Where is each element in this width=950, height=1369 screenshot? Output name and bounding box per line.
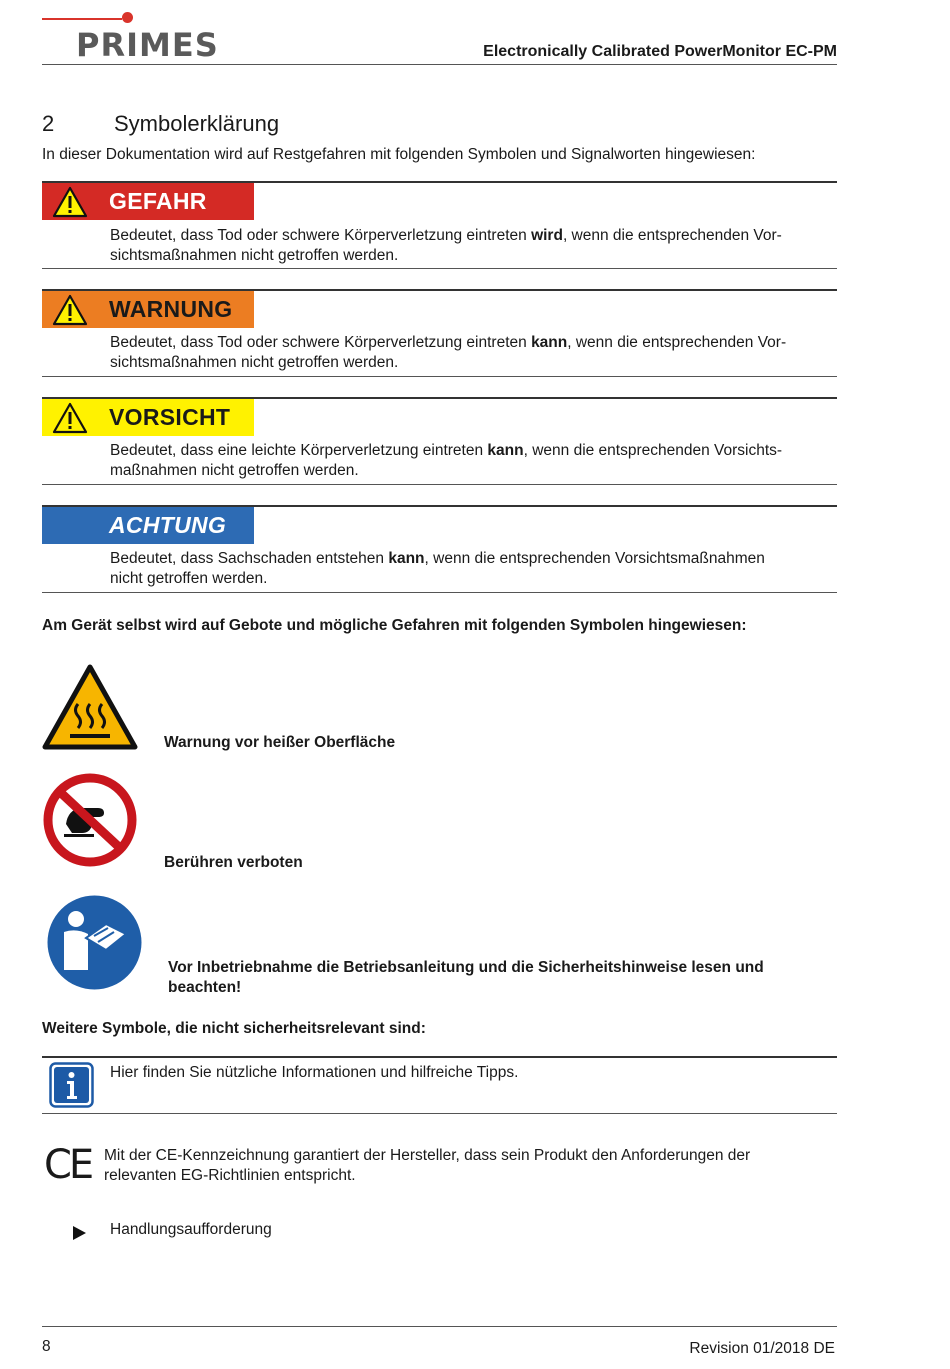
- desc-text: Bedeutet, dass Tod oder schwere Körperverletzung eintreten: [110, 227, 532, 244]
- block-divider: [42, 268, 837, 269]
- info-icon: [49, 1062, 94, 1108]
- warning-triangle-icon: [52, 294, 88, 326]
- desc-text: sichtsmaßnahmen nicht getroffen werden.: [110, 354, 399, 371]
- signal-description: [110, 226, 835, 266]
- desc-text: Bedeutet, dass Tod oder schwere Körperverletzung eintreten: [110, 334, 532, 351]
- read-manual-icon: [46, 894, 143, 991]
- signal-label-notice: [42, 507, 254, 544]
- signal-word: GEFAHR: [109, 188, 207, 214]
- signal-description: [110, 333, 835, 373]
- revision-label: Revision 01/2018 DE: [689, 1340, 835, 1357]
- desc-text: Bedeutet, dass eine leichte Körperverletzung eintreten: [110, 442, 488, 459]
- warning-triangle-icon: [52, 186, 88, 218]
- desc-text: nicht getroffen werden.: [110, 570, 268, 587]
- section-intro: In dieser Dokumentation wird auf Restgefahren mit folgenden Symbolen und Signalworten hingewiesen:: [42, 146, 756, 163]
- desc-text: , wenn die entsprechenden Vor-: [567, 334, 787, 351]
- desc-text: sichtsmaßnahmen nicht getroffen werden.: [110, 247, 399, 264]
- signal-description: [110, 549, 835, 589]
- block-divider: [42, 592, 837, 593]
- desc-text: maßnahmen nicht getroffen werden.: [110, 462, 359, 479]
- action-note: Handlungsaufforderung: [110, 1221, 272, 1238]
- ce-note-line: relevanten EG-Richtlinien entspricht.: [104, 1167, 356, 1184]
- document-title: Electronically Calibrated PowerMonitor EC-PM: [483, 43, 837, 60]
- no-touching-icon: [42, 772, 138, 868]
- ce-mark-icon: CE: [44, 1142, 92, 1188]
- device-symbols-heading: Am Gerät selbst wird auf Gebote und mögliche Gefahren mit folgenden Symbolen hingewiesen:: [42, 617, 747, 634]
- warning-triangle-icon: [52, 402, 88, 434]
- ce-note: [104, 1146, 824, 1186]
- signal-label-caution: [42, 399, 254, 436]
- signal-word: VORSICHT: [109, 404, 231, 430]
- desc-text: Bedeutet, dass Sachschaden entstehen: [110, 550, 389, 567]
- header-divider: [42, 64, 837, 65]
- hot-surface-label: Warnung vor heißer Oberfläche: [164, 734, 396, 751]
- desc-emphasis: kann: [388, 550, 425, 567]
- desc-text: , wenn die entsprechenden Vorsichts-: [523, 442, 783, 459]
- block-divider: [42, 1113, 837, 1114]
- footer-divider: [42, 1326, 837, 1327]
- company-logo: PRIMES: [76, 26, 219, 64]
- signal-word: ACHTUNG: [109, 512, 227, 538]
- no-touching-label: Berühren verboten: [164, 854, 303, 871]
- signal-description: [110, 441, 835, 481]
- hot-surface-warning-icon: [42, 664, 138, 750]
- signal-label-warning: [42, 291, 254, 328]
- section-title: Symbolerklärung: [114, 111, 280, 136]
- desc-emphasis: kann: [531, 334, 568, 351]
- block-divider: [42, 484, 837, 485]
- desc-emphasis: wird: [531, 227, 563, 244]
- label-line: beachten!: [168, 979, 242, 996]
- logo-accent-dot: [122, 12, 133, 23]
- read-manual-label: [168, 958, 764, 998]
- signal-label-danger: [42, 183, 254, 220]
- signal-word: WARNUNG: [109, 296, 233, 322]
- desc-emphasis: kann: [487, 442, 524, 459]
- label-line: Vor Inbetriebnahme die Betriebsanleitung und die Sicherheitshinweise lesen und: [168, 959, 764, 976]
- block-divider: [42, 376, 837, 377]
- ce-note-line: Mit der CE-Kennzeichnung garantiert der Hersteller, dass sein Produkt den Anforderungen der: [104, 1147, 751, 1164]
- info-note: Hier finden Sie nützliche Informationen und hilfreiche Tipps.: [110, 1064, 519, 1081]
- other-symbols-heading: Weitere Symbole, die nicht sicherheitsrelevant sind:: [42, 1020, 426, 1037]
- action-arrow-icon: [73, 1226, 86, 1240]
- page-number: 8: [42, 1338, 51, 1355]
- section-number: 2: [42, 111, 55, 136]
- desc-text: , wenn die entsprechenden Vor-: [562, 227, 782, 244]
- logo-accent-line: [42, 18, 122, 20]
- block-divider: [42, 1056, 837, 1058]
- desc-text: , wenn die entsprechenden Vorsichtsmaßnahmen: [424, 550, 765, 567]
